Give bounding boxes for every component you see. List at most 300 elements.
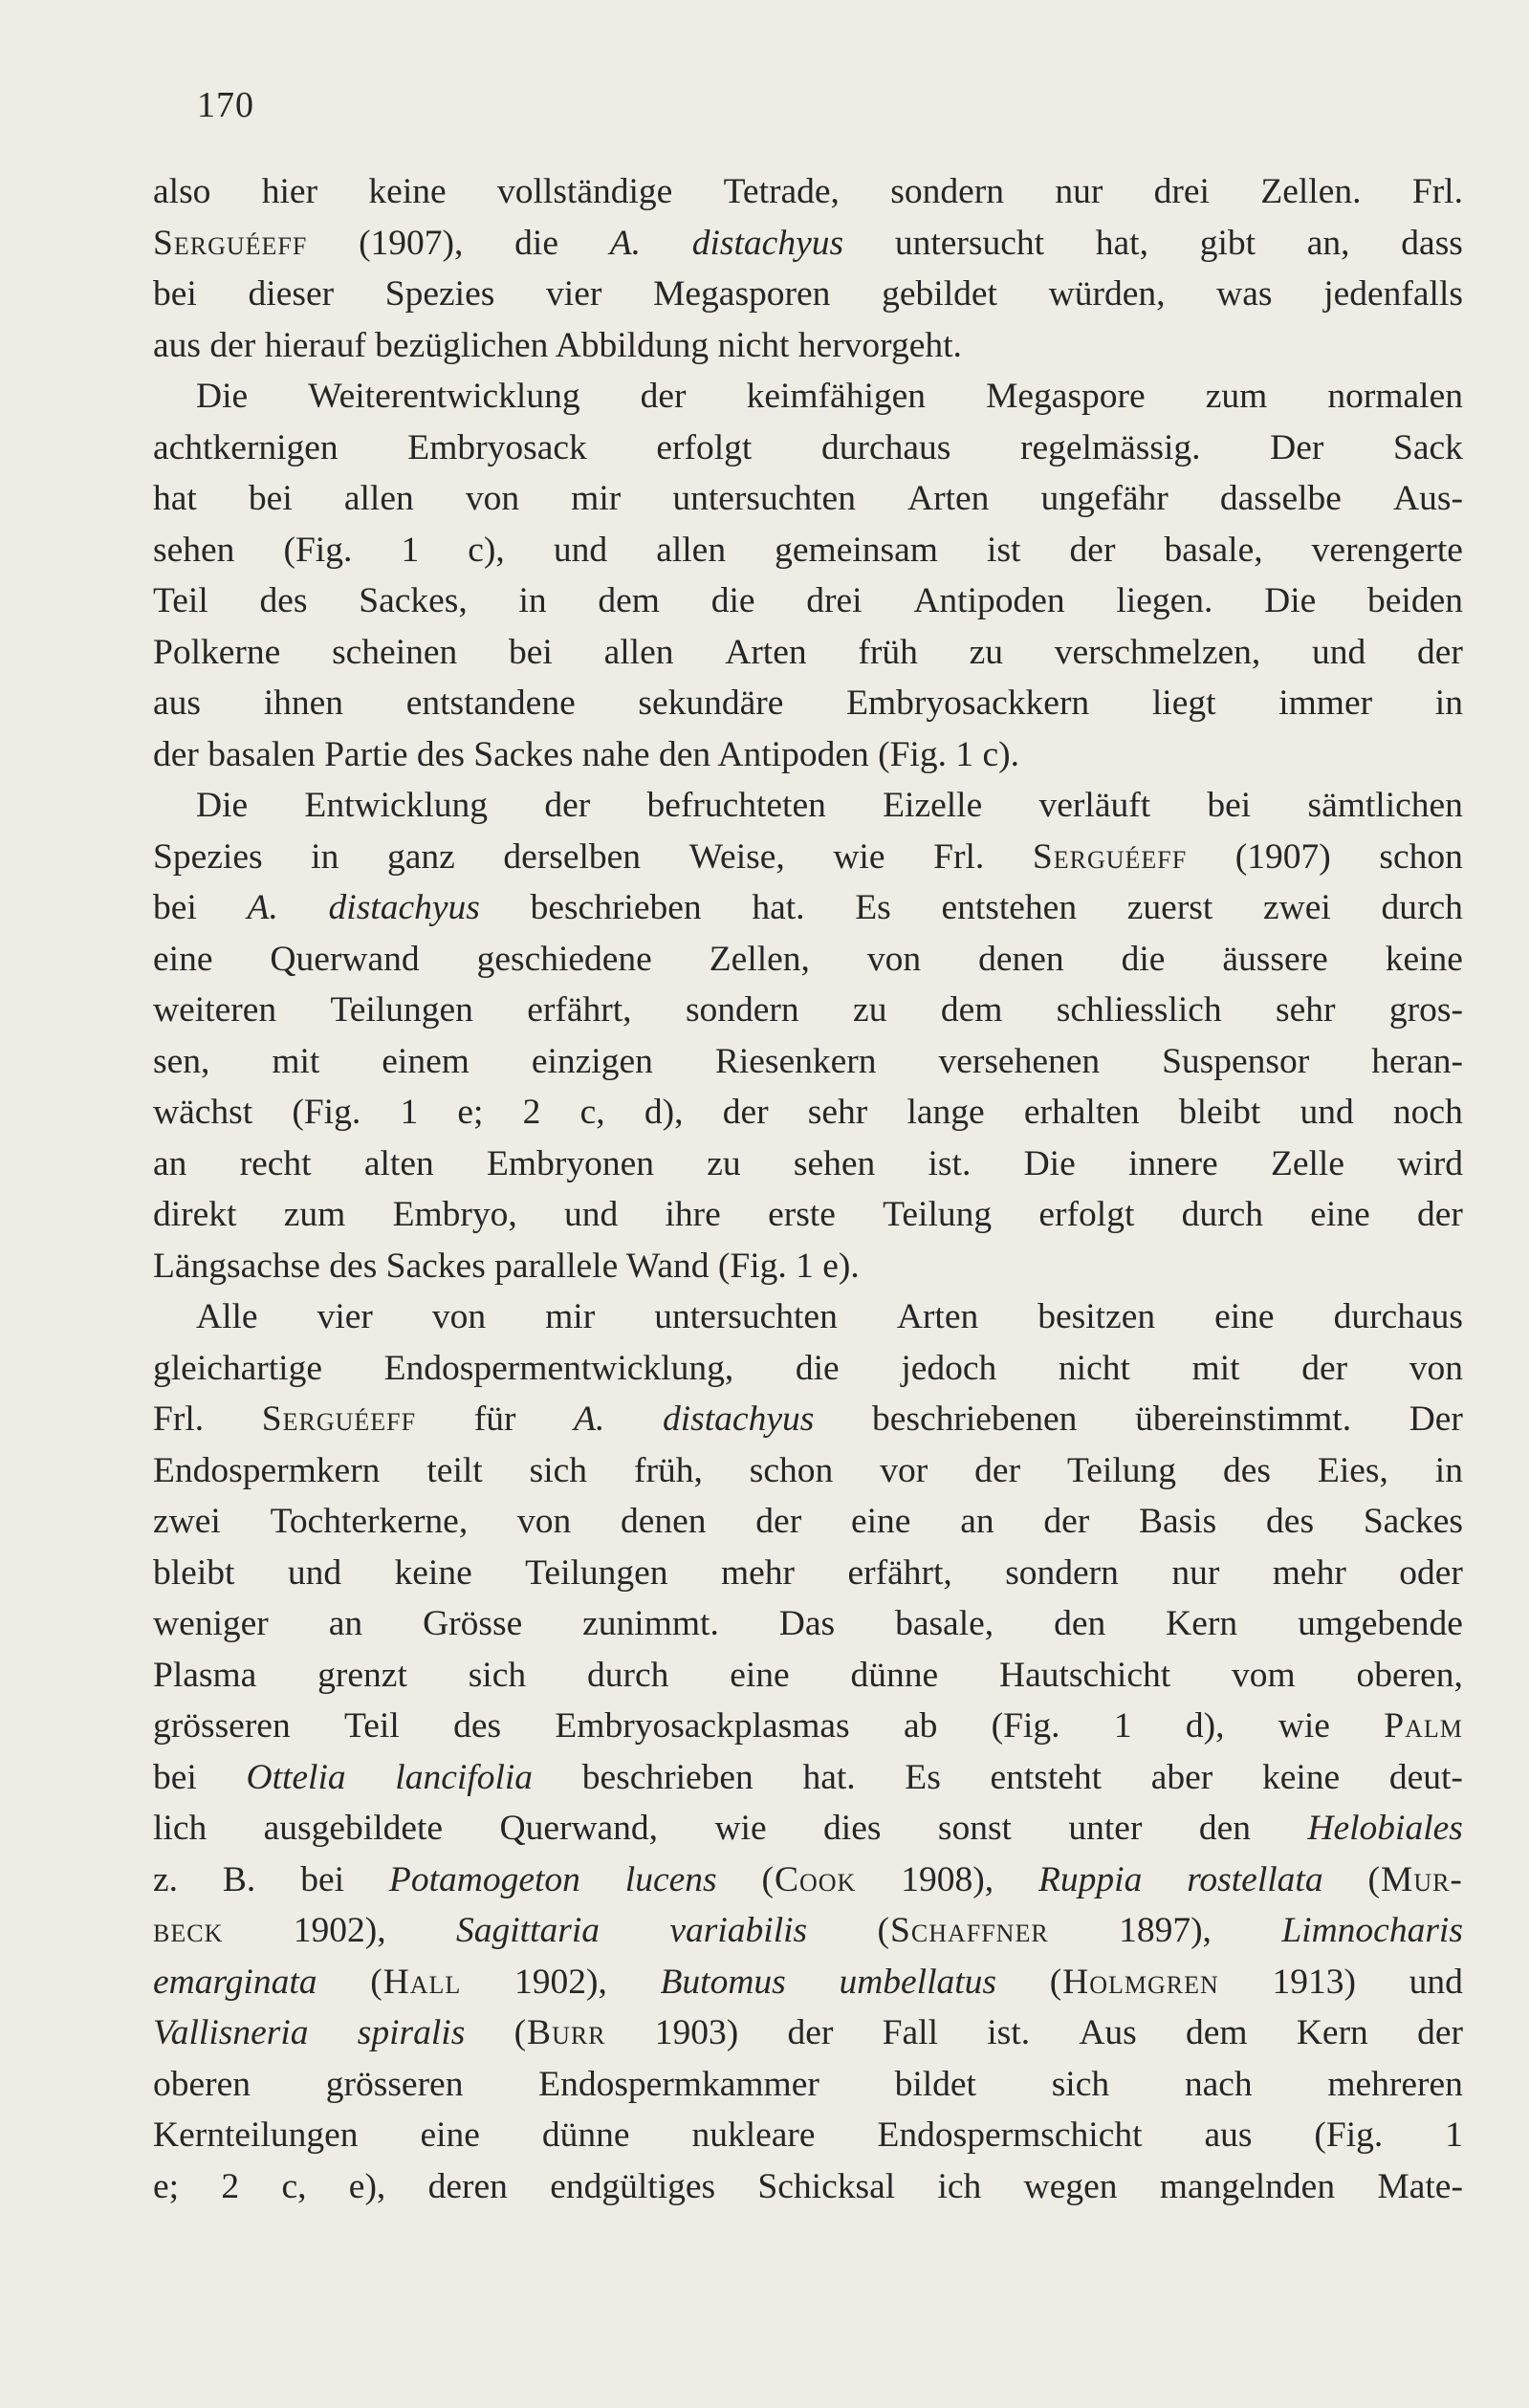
text-line [153,423,1463,474]
text-word: Endospermentwicklung, [383,1348,734,1388]
text-word: Tetrade, [723,172,840,211]
text-word: (Mur- [1367,1859,1463,1899]
text-word: sehr [1276,990,1336,1030]
text-word: eine [850,1502,911,1541]
text-word: zwei [153,1502,221,1541]
text-word: Aus- [1393,479,1463,518]
text-word: der [1417,632,1463,672]
text-word: der [1043,1502,1090,1541]
text-word: noch [1392,1093,1463,1132]
text-word: Querwand [270,939,420,979]
page-number: 170 [197,85,254,125]
text-word: mangelnden [1159,2166,1336,2206]
text-word: zu [707,1143,741,1183]
text-word: weniger [153,1604,269,1643]
text-word: gibt [1199,223,1256,263]
text-word: endgültiges [550,2166,716,2206]
text-word: und [1300,1093,1354,1132]
text-word: gros- [1388,990,1463,1030]
text-word: zum [283,1195,346,1234]
text-line [153,780,1463,832]
text-word: ganz [386,836,455,877]
text-word: versehenen [938,1041,1101,1081]
text-word: erfolgt [1038,1195,1135,1234]
text-word: Frl. [153,1399,205,1439]
text-word: in [311,836,339,877]
text-word: in [1434,1450,1463,1490]
text-word: 1908), [901,1859,994,1899]
text-word: nur [1055,172,1103,211]
text-word: dasselbe [1219,479,1342,518]
text-word: den [1054,1604,1106,1643]
text-word: dies [823,1809,882,1848]
text-word: Entwicklung [304,786,489,825]
text-word: 1902), [293,1911,386,1950]
text-word: Serguéeff [153,223,308,263]
text-word: nicht [1058,1348,1130,1388]
text-word: an [153,1143,187,1183]
text-line [153,1087,1463,1139]
text-word: Embryosack [407,427,587,467]
text-word: bei [509,632,553,672]
text-word: eine [420,2115,480,2155]
text-word: an [328,1604,363,1643]
text-word: Sagittaria [455,1911,600,1950]
text-word: Butomus [660,1962,786,2002]
text-word: Helobiales [1307,1809,1463,1848]
text-word: Teilung [883,1195,993,1234]
text-word: verengerte [1311,530,1463,570]
text-word: denen [620,1502,707,1541]
text-word: und [564,1195,619,1234]
text-word: sekundäre [638,683,784,723]
text-word: Teil [153,581,208,620]
text-word: oberen [153,2064,251,2104]
text-word: liegt [1151,683,1216,723]
text-word: Spezies [384,274,495,314]
text-word: die [514,223,558,263]
text-word: lancifolia [395,1757,534,1797]
text-word: 1902), [513,1962,607,2002]
text-word: Suspensor [1162,1041,1310,1081]
text-word: Schicksal [757,2166,896,2206]
text-word: hier [261,172,318,211]
text-word: Plasma [153,1655,257,1695]
text-word: Endospermkammer [538,2064,819,2104]
text-word: Längsachse des Sackes parallele Wand (Fig. 1 e). [153,1246,860,1286]
text-line [153,678,1463,729]
text-word: des [1266,1502,1315,1541]
text-word: sich [1051,2064,1110,2104]
text-word: (Fig. [292,1093,361,1132]
text-word: A. [247,888,278,927]
text-word: einem [382,1041,470,1081]
text-word: oder [1399,1552,1463,1593]
text-word: liegen. [1116,581,1213,620]
text-word: Embryonen [487,1143,654,1183]
text-word: bei [153,274,197,314]
text-word: Die [1264,581,1317,620]
text-word: keine [368,172,447,211]
text-word: erfährt, [847,1552,952,1593]
text-word: Sackes, [359,581,468,620]
text-word: drei [806,581,863,620]
text-word: vollständige [496,172,673,211]
text-line [153,627,1463,679]
text-word: sondern [1005,1552,1119,1593]
text-line [153,729,1463,781]
text-word: 1897), [1119,1911,1212,1950]
text-word: dem [598,581,660,620]
text-word: alten [363,1143,434,1183]
text-word: (Fig. [283,530,353,570]
text-word: e; [153,2166,180,2206]
text-word: entstandene [405,683,576,723]
text-word: (1907) [1234,836,1331,877]
text-word: lucens [624,1859,717,1899]
text-word: bildet [894,2064,976,2104]
text-word: Der [1409,1399,1463,1439]
text-word: Weise, [688,836,785,877]
text-word: Zellen, [709,939,810,979]
text-word: ihre [665,1195,721,1234]
text-word: Querwand, [499,1809,659,1848]
text-word: Eizelle [883,786,983,825]
text-word: befruchteten [646,786,826,825]
text-word: c, [281,2166,307,2206]
text-word: von [465,479,520,518]
text-word: vier [317,1297,373,1336]
text-word: der [1416,1195,1463,1234]
text-word: drei [1153,172,1210,211]
text-word: beschriebenen [871,1399,1078,1439]
text-word: von [1409,1348,1463,1388]
text-word: eine [730,1655,790,1695]
text-word: Serguéeff [261,1399,417,1439]
text-word: wird [1397,1143,1463,1183]
text-word: (Cook [761,1859,857,1899]
text-word: in [1434,683,1463,723]
text-word: Das [778,1604,836,1643]
text-word: gleichartige [153,1348,322,1388]
text-word: durchaus [1333,1297,1463,1336]
text-word: Zellen. [1260,172,1362,211]
text-word: Limnocharis [1281,1911,1463,1950]
text-word: normalen [1327,377,1463,416]
text-word: Serguéeff [1032,836,1188,877]
text-word: ihnen [263,683,344,723]
text-word: verläuft [1038,786,1151,825]
text-line [153,1650,1463,1702]
text-word: 1 [400,1093,419,1132]
text-word: derselben [503,836,642,877]
text-word: (Schaffner [877,1911,1049,1950]
text-word: mehr [1272,1552,1346,1593]
text-word: Eies, [1317,1450,1388,1490]
text-word: der [1417,2013,1463,2052]
text-word: distachyus [691,223,844,263]
text-word: e), [348,2166,386,2206]
text-line [153,2059,1463,2111]
text-word: heran- [1371,1041,1463,1081]
text-word: Ruppia [1038,1859,1143,1899]
text-word: ausgebildete [263,1809,444,1848]
text-word: A. [574,1399,605,1439]
text-word: wie [833,836,885,877]
text-word: Teil [344,1706,400,1746]
text-word: immer [1278,683,1373,723]
text-word: umbellatus [839,1962,997,2002]
text-word: Megasporen [653,274,831,314]
text-word: übereinstimmt. [1135,1399,1352,1439]
text-word: sehr [807,1093,868,1132]
text-word: bei [153,1757,197,1797]
text-word: umgebende [1298,1604,1463,1643]
text-word: Frl. [933,836,985,877]
text-word: emarginata [153,1962,317,2002]
text-word: untersuchten [672,479,856,518]
text-word: A. [609,223,642,263]
text-word: (1907), [359,223,464,263]
text-word: Sackes [1363,1502,1463,1541]
text-word: 1903) [654,2013,739,2052]
text-word: eine [1214,1297,1275,1336]
text-line [153,1701,1463,1752]
text-word: dem [1186,2013,1248,2052]
text-word: hat [153,479,197,518]
text-word: Fall [882,2013,939,2052]
text-word: Embryosackplasmas [555,1706,850,1746]
text-word: Ottelia [246,1757,346,1797]
text-word: was [1216,274,1273,314]
text-word: mir [571,479,622,518]
text-line [153,985,1463,1036]
text-word: mit [272,1041,320,1081]
text-word: von [516,1502,572,1541]
text-word: beschrieben [581,1757,754,1797]
text-word: früh, [634,1450,703,1490]
text-word: erfolgt [656,427,753,467]
text-line [153,320,1463,372]
text-word: einzigen [531,1041,653,1081]
text-word: Der [1270,427,1324,467]
text-word: für [473,1399,516,1439]
text-word: dieser [248,274,335,314]
text-word: durch [1381,888,1463,927]
text-word: direkt [153,1195,237,1234]
text-word: Alle [196,1297,258,1336]
text-word: Potamogeton [388,1859,580,1899]
text-word: schon [749,1450,834,1490]
text-word: mehreren [1327,2064,1463,2104]
text-word: grösseren [153,1706,291,1746]
text-word: jedenfalls [1323,274,1463,314]
text-word: vier [546,274,602,314]
text-word: grösseren [325,2064,464,2104]
text-word: äussere [1222,939,1328,979]
text-word: teilt [426,1450,483,1490]
text-line [153,1752,1463,1804]
text-word: durch [586,1655,669,1695]
text-word: hat. [802,1757,856,1797]
text-word: sonst [937,1809,1012,1848]
text-word: der basalen Partie des Sackes nahe den Antipoden (Fig. 1 c). [153,734,1019,774]
text-word: früh [858,632,918,672]
text-word: Mate- [1377,2166,1463,2206]
text-word: Teilungen [525,1552,668,1593]
text-word: recht [239,1143,312,1183]
text-word: Riesenkern [714,1041,877,1081]
text-line [153,473,1463,525]
text-word: ab [903,1706,938,1746]
text-word: keine [1385,939,1463,979]
text-word: Teilungen [330,990,473,1030]
text-line [153,2007,1463,2059]
text-word: eine [1310,1195,1370,1234]
text-word: sich [529,1450,588,1490]
text-line [153,575,1463,627]
text-word: dass [1401,223,1463,263]
text-word: bei [153,888,197,927]
text-word: gemeinsam [775,530,938,570]
text-word: Kern [1166,1604,1238,1643]
text-word: Die [196,377,249,416]
text-word: sehen [793,1143,876,1183]
text-word: des [259,581,308,620]
text-word: bei [300,1859,345,1899]
text-word: schliesslich [1056,990,1222,1030]
text-line [153,1241,1463,1292]
text-word: distachyus [663,1399,815,1439]
text-word: Die [1023,1143,1076,1183]
text-word: d), [1185,1706,1225,1746]
text-word: erhalten [1023,1093,1140,1132]
text-word: 1913) [1272,1962,1356,2002]
text-word: würden, [1048,274,1166,314]
text-word: 1 [401,530,420,570]
text-line [153,934,1463,986]
text-word: Embryo, [392,1195,517,1234]
text-word: c, [579,1093,605,1132]
text-word: nukleare [691,2115,816,2155]
text-word: die [795,1348,840,1388]
text-line [153,832,1463,883]
text-word: schon [1379,836,1463,877]
text-word: beiden [1367,581,1463,620]
text-word: Endospermschicht [877,2115,1143,2155]
text-word: weiteren [153,990,277,1030]
text-word: deren [427,2166,508,2206]
text-word: bei [1207,786,1252,825]
text-word: hat. [752,888,805,927]
text-word: allen [343,479,414,518]
text-word: Die [196,786,249,825]
text-word: die [1121,939,1166,979]
text-line [153,1855,1463,1906]
text-line [153,1905,1463,1957]
text-word: bei [248,479,293,518]
text-word: Aus [1079,2013,1137,2052]
text-word: der [640,377,687,416]
text-word: innere [1127,1143,1218,1183]
text-word: (Burr [513,2013,606,2052]
text-word: Tochterkerne, [270,1502,469,1541]
text-word: (Hall [370,1962,462,2002]
text-word: durch [1181,1195,1264,1234]
text-word: distachyus [328,888,480,927]
text-word: (Fig. [1314,2115,1384,2155]
text-word: (Holmgren [1049,1962,1219,2002]
text-word: entstehen [941,888,1078,927]
text-word: Polkerne [153,632,281,672]
text-word: allen [603,632,674,672]
text-word: aus [153,683,201,723]
text-word: geschiedene [476,939,652,979]
text-word: wie [714,1809,767,1848]
text-word: und [1409,1962,1463,2002]
text-word: sich [468,1655,527,1695]
text-word: deut- [1388,1757,1463,1797]
text-word: aus der hierauf bezüglichen Abbildung nicht hervorgeht. [153,325,962,365]
text-word: zu [969,632,1004,672]
text-word: Es [905,1757,941,1797]
text-line [153,166,1463,218]
text-word: besitzen [1038,1297,1156,1336]
text-line [153,269,1463,320]
text-word: unter [1068,1809,1143,1848]
text-word: zu [853,990,887,1030]
text-word: an, [1306,223,1350,263]
text-word: erste [768,1195,836,1234]
text-word: Palm [1384,1706,1463,1746]
text-word: ist. [987,2013,1031,2052]
text-word: grenzt [317,1655,407,1695]
text-word: also [153,172,211,211]
text-word: der [974,1450,1021,1490]
text-word: Kernteilungen [153,2115,359,2155]
text-word: und [1312,632,1366,672]
text-word: der [755,1502,802,1541]
text-word: rostellata [1187,1859,1323,1899]
text-word: Embryosackkern [846,683,1090,723]
text-word: Hautschicht [999,1655,1171,1695]
text-word: sehen [153,530,235,570]
text-word: B. [222,1859,256,1899]
text-word: Teilung [1067,1450,1177,1490]
text-word: spiralis [357,2013,466,2052]
text-word: erfährt, [527,990,632,1030]
text-word: mehr [720,1552,796,1593]
text-word: nach [1184,2064,1253,2104]
text-word: Spezies [153,836,263,877]
text-word: Arten [907,479,990,518]
text-word: basale, [895,1604,994,1643]
text-word: sondern [685,990,799,1030]
text-line [153,2161,1463,2213]
text-word: vor [880,1450,928,1490]
text-word: Zelle [1270,1143,1344,1183]
text-word: der [1301,1348,1348,1388]
text-line [153,1803,1463,1855]
text-line [153,218,1463,270]
text-word: achtkernigen [153,427,339,467]
text-word: regelmässig. [1020,427,1201,467]
text-word: nur [1171,1552,1220,1593]
text-word: der [722,1093,769,1132]
text-word: der [544,786,591,825]
text-word: den [1198,1809,1251,1848]
text-word: 2 [522,1093,541,1132]
